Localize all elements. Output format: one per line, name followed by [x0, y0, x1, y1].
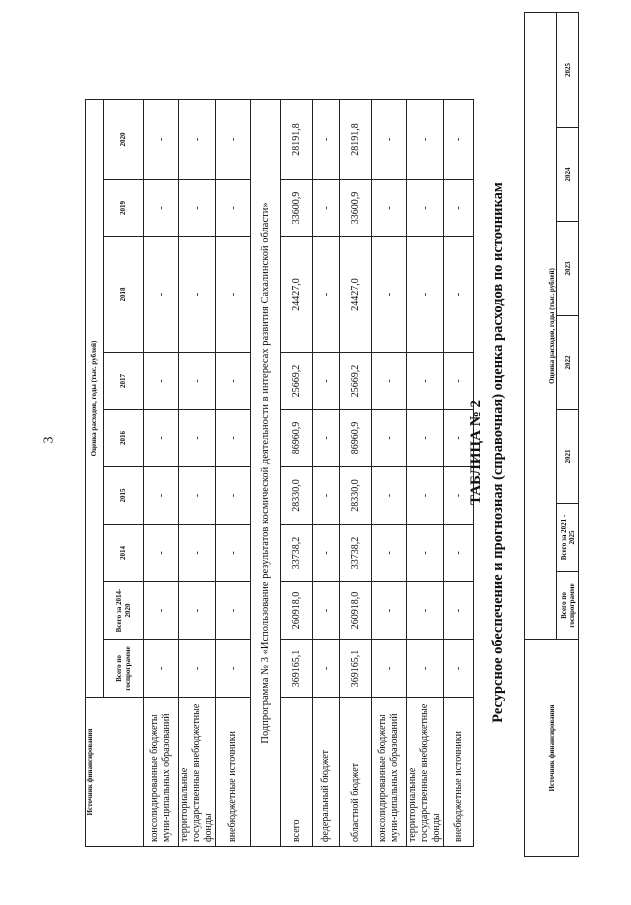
- cell: 28191,8: [281, 100, 313, 180]
- cell: -: [407, 410, 444, 467]
- cell: -: [444, 582, 474, 640]
- table-2-title: ТАБЛИЦА № 2: [468, 399, 484, 506]
- row-label: всего: [281, 698, 313, 847]
- cell: -: [444, 640, 474, 698]
- row-label: федеральный бюджет: [313, 698, 340, 847]
- cell: -: [313, 582, 340, 640]
- header-col: 2016: [104, 410, 144, 467]
- cell: -: [313, 100, 340, 180]
- cell: 369165,1: [281, 640, 313, 698]
- cell: -: [179, 180, 216, 237]
- row-label: территориальные государственные внебюджетные фонды: [179, 698, 216, 847]
- cell: -: [372, 353, 407, 410]
- row-label: консолидированные бюджеты муни-ципальных образований: [372, 698, 407, 847]
- cell: -: [444, 237, 474, 353]
- cell: -: [372, 100, 407, 180]
- table-row: [407, 100, 444, 847]
- cell: -: [444, 180, 474, 237]
- cell: -: [179, 582, 216, 640]
- cell: -: [372, 640, 407, 698]
- header-col: 2022: [557, 316, 579, 410]
- cell: -: [444, 410, 474, 467]
- row-label: областной бюджет: [340, 698, 372, 847]
- cell: -: [216, 410, 251, 467]
- header-col: 2023: [557, 222, 579, 316]
- cell: -: [216, 525, 251, 582]
- header-col: 2014: [104, 525, 144, 582]
- row-label: территориальные государственные внебюджетные фонды: [407, 698, 444, 847]
- cell: -: [144, 180, 179, 237]
- cell: -: [313, 180, 340, 237]
- cell: -: [444, 100, 474, 180]
- cell: 33600,9: [340, 180, 372, 237]
- cell: -: [179, 100, 216, 180]
- cell: -: [179, 467, 216, 525]
- cell: -: [313, 237, 340, 353]
- header-col: 2025: [557, 13, 579, 128]
- cell: -: [372, 180, 407, 237]
- cell: -: [372, 525, 407, 582]
- header-source: Источник финансирования: [525, 640, 579, 857]
- cell: 28330,0: [281, 467, 313, 525]
- cell: 33738,2: [281, 525, 313, 582]
- header-col: 2018: [104, 237, 144, 353]
- subprogram-row: [251, 100, 281, 847]
- header-col: 2021: [557, 410, 579, 504]
- cell: -: [144, 100, 179, 180]
- cell: -: [372, 467, 407, 525]
- cell: -: [372, 237, 407, 353]
- table-row: [216, 100, 251, 847]
- page-number: 3: [41, 436, 57, 444]
- cell: 260918,0: [281, 582, 313, 640]
- funding-table-2: [524, 12, 579, 857]
- cell: -: [216, 100, 251, 180]
- cell: -: [144, 467, 179, 525]
- cell: -: [407, 353, 444, 410]
- cell: -: [144, 353, 179, 410]
- cell: 28191,8: [340, 100, 372, 180]
- cell: -: [444, 353, 474, 410]
- cell: -: [144, 640, 179, 698]
- table-row: [281, 100, 313, 847]
- cell: 28330,0: [340, 467, 372, 525]
- cell: -: [216, 180, 251, 237]
- cell: -: [313, 353, 340, 410]
- header-estimate: Оценка расходов, годы (тыс. рублей): [525, 13, 557, 640]
- cell: -: [407, 640, 444, 698]
- row-label: консолидированные бюджеты муни-ципальных образований: [144, 698, 179, 847]
- cell: -: [444, 467, 474, 525]
- cell: -: [407, 467, 444, 525]
- cell: -: [372, 582, 407, 640]
- table-row: [340, 100, 372, 847]
- header-col: 2019: [104, 180, 144, 237]
- cell: -: [144, 237, 179, 353]
- table-row: [372, 100, 407, 847]
- header-col: Всего за 2014-2020: [104, 582, 144, 640]
- cell: -: [179, 237, 216, 353]
- cell: 86960,9: [281, 410, 313, 467]
- cell: -: [407, 180, 444, 237]
- table-2-subtitle: Ресурсное обеспечение и прогнозная (справочная) оценка расходов по источникам: [490, 182, 506, 723]
- row-label: внебюджетные источники: [444, 698, 474, 847]
- cell: 25669,2: [340, 353, 372, 410]
- cell: -: [313, 467, 340, 525]
- table-row: [313, 100, 340, 847]
- cell: -: [372, 410, 407, 467]
- cell: -: [216, 237, 251, 353]
- header-col: Всего по госпрограмме: [557, 572, 579, 640]
- cell: 24427,0: [340, 237, 372, 353]
- cell: -: [313, 640, 340, 698]
- cell: -: [407, 237, 444, 353]
- cell: -: [313, 525, 340, 582]
- header-col: 2020: [104, 100, 144, 180]
- header-col: 2024: [557, 128, 579, 222]
- row-label: внебюджетные источники: [216, 698, 251, 847]
- cell: 260918,0: [340, 582, 372, 640]
- cell: -: [179, 525, 216, 582]
- cell: -: [216, 582, 251, 640]
- cell: -: [216, 467, 251, 525]
- cell: 24427,0: [281, 237, 313, 353]
- cell: -: [407, 525, 444, 582]
- subprogram-title: Подпрограмма № 3 «Использование результатов космической деятельности в интересах развития Сахалинской области»: [251, 100, 281, 847]
- header-estimate: Оценка расходов, годы (тыс. рублей): [86, 100, 104, 698]
- cell: -: [407, 100, 444, 180]
- cell: 369165,1: [340, 640, 372, 698]
- cell: -: [216, 353, 251, 410]
- header-col: Всего по госпрограмме: [104, 640, 144, 698]
- header-col: Всего за 2021 - 2025: [557, 504, 579, 572]
- cell: -: [179, 353, 216, 410]
- cell: -: [216, 640, 251, 698]
- header-col: 2015: [104, 467, 144, 525]
- cell: -: [144, 582, 179, 640]
- cell: 33600,9: [281, 180, 313, 237]
- table-row: [144, 100, 179, 847]
- cell: -: [144, 525, 179, 582]
- cell: -: [313, 410, 340, 467]
- cell: -: [144, 410, 179, 467]
- header-col: 2017: [104, 353, 144, 410]
- cell: -: [407, 582, 444, 640]
- header-source: Источник финансирования: [86, 698, 144, 847]
- table-row: [179, 100, 216, 847]
- cell: 33738,2: [340, 525, 372, 582]
- cell: -: [444, 525, 474, 582]
- cell: -: [179, 410, 216, 467]
- funding-table-1: [85, 99, 474, 847]
- cell: 25669,2: [281, 353, 313, 410]
- cell: -: [179, 640, 216, 698]
- cell: 86960,9: [340, 410, 372, 467]
